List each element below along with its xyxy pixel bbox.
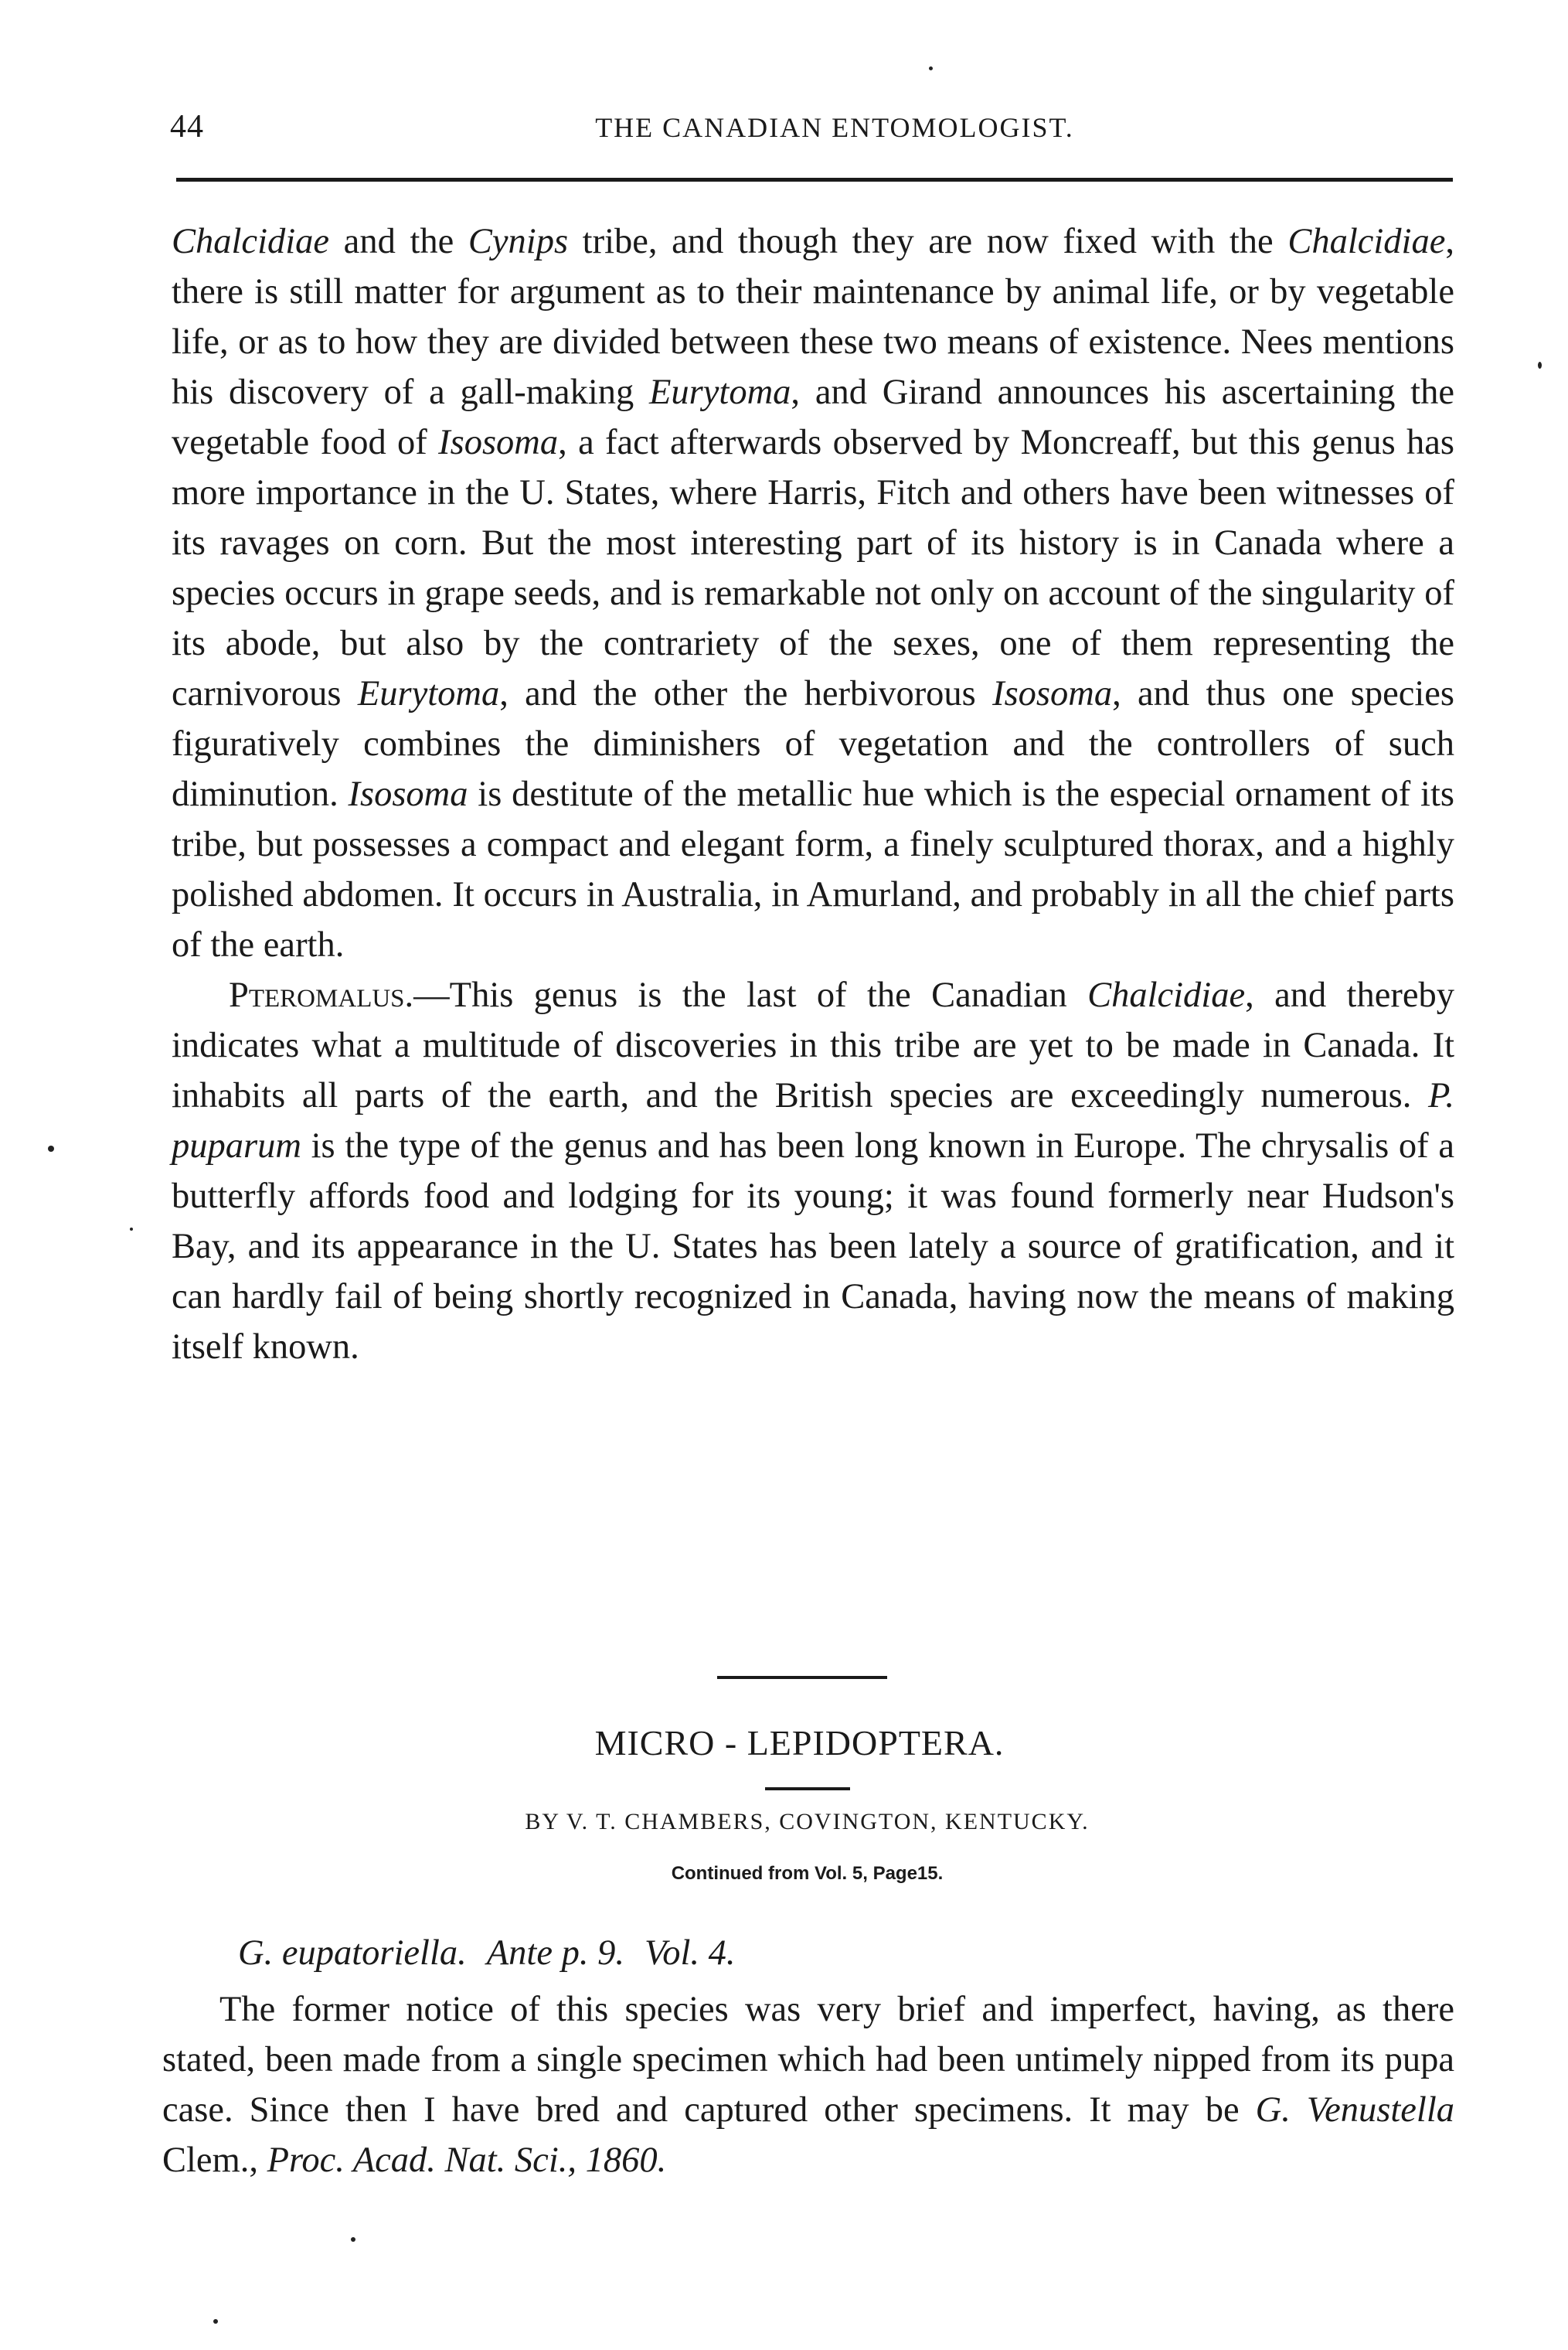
section-divider bbox=[717, 1676, 887, 1679]
taxon-name: G. Venustella bbox=[1255, 2090, 1454, 2130]
print-speck bbox=[929, 66, 933, 70]
taxon-name: Cynips bbox=[468, 222, 569, 261]
byline: BY V. T. CHAMBERS, COVINGTON, KENTUCKY. bbox=[525, 1809, 1090, 1834]
print-speck bbox=[130, 1228, 133, 1231]
species-ref-page: Ante p. 9. bbox=[486, 1933, 624, 1973]
taxon-name: Isosoma bbox=[438, 423, 559, 462]
taxon-name: Eurytoma bbox=[649, 373, 791, 412]
taxon-name: Chalcidiae bbox=[1287, 222, 1446, 261]
taxon-name: Isosoma bbox=[992, 674, 1113, 714]
print-speck bbox=[48, 1146, 54, 1152]
article-micro-lepidoptera bbox=[162, 1928, 1454, 2185]
species-heading bbox=[162, 1928, 1454, 1978]
page-number: 44 bbox=[170, 109, 204, 145]
species-ref-volume: Vol. 4. bbox=[644, 1933, 736, 1973]
journal-title: THE CANADIAN ENTOMOLOGIST. bbox=[595, 112, 1074, 143]
print-speck bbox=[213, 2319, 218, 2324]
taxon-name: Eurytoma bbox=[357, 674, 500, 714]
genus-heading: Pteromalus bbox=[229, 976, 405, 1015]
species-name: G. eupatoriella. bbox=[238, 1933, 467, 1973]
title-rule bbox=[765, 1787, 850, 1790]
print-speck bbox=[1538, 362, 1542, 369]
paragraph-isosoma: Chalcidiae and the Cynips tribe, and though they are now fixed with the Chalcidiae, there is still matter for argument as to their maintenance by animal life, or by vegetable life, or as to how they are divided between these two means of existence. Nees mentions his discovery of a gall-making Eurytoma, and Girand announces his ascertaining the vegetable food of Isosoma, a fact afterwards observed by Moncreaff, but this genus has more importance in the U. States, where Harris, Fitch and others have been witnesses of its ravages on corn. But the most interesting part of its history is in Canada where a species occurs in grape seeds, and is remarkable not only on account of the singularity of its abode, but also by the contrariety of the sexes, one of them representing the carnivorous Eurytoma, and the other the herbivorous Isosoma, and thus one species figuratively combines the diminishers of vegetation and the controllers of such diminution. Isosoma is destitute of the metallic hue which is the especial ornament of its tribe, but possesses a compact and elegant form, a finely sculptured thorax, and a highly polished abdomen. It occurs in Australia, in Amurland, and probably in all the chief parts of the earth. bbox=[172, 222, 1455, 965]
taxon-name: Isosoma bbox=[348, 775, 468, 814]
running-head bbox=[170, 108, 1453, 155]
citation: Proc. Acad. Nat. Sci., 1860. bbox=[267, 2141, 667, 2180]
print-speck bbox=[351, 2237, 355, 2242]
taxon-name: Chalcidiae bbox=[1087, 976, 1246, 1015]
taxon-name: Chalcidiae bbox=[172, 222, 330, 261]
article-title: MICRO - LEPIDOPTERA. bbox=[594, 1723, 1005, 1762]
paragraph-pteromalus: Pteromalus.—This genus is the last of the Canadian Chalcidiae, and thereby indicates what a multitude of discoveries in this tribe are yet to be made in Canada. It inhabits all parts of the earth, and the British species are exceedingly numerous. P. puparum is the type of the genus and has been long known in Europe. The chrysalis of a butterfly affords food and lodging for its young; it was found formerly near Hudson's Bay, and its appearance in the U. States has been lately a source of gratification, and it can hardly fail of being shortly recognized in Canada, having now the means of making itself known. bbox=[172, 976, 1454, 1367]
taxon-name: P. puparum bbox=[172, 1076, 1454, 1166]
paragraph-eupatoriella: The former notice of this species was very brief and imperfect, having, as there stated, been made from a single specimen which had been untimely nipped from its pupa case. Since then I have bred and captured other specimens. It may be G. Venustella Clem., Proc. Acad. Nat. Sci., 1860. bbox=[162, 1990, 1454, 2180]
continued-note: Continued from Vol. 5, Page15. bbox=[671, 1863, 944, 1884]
header-rule bbox=[176, 178, 1453, 182]
article-chalcidiae bbox=[172, 216, 1454, 1372]
